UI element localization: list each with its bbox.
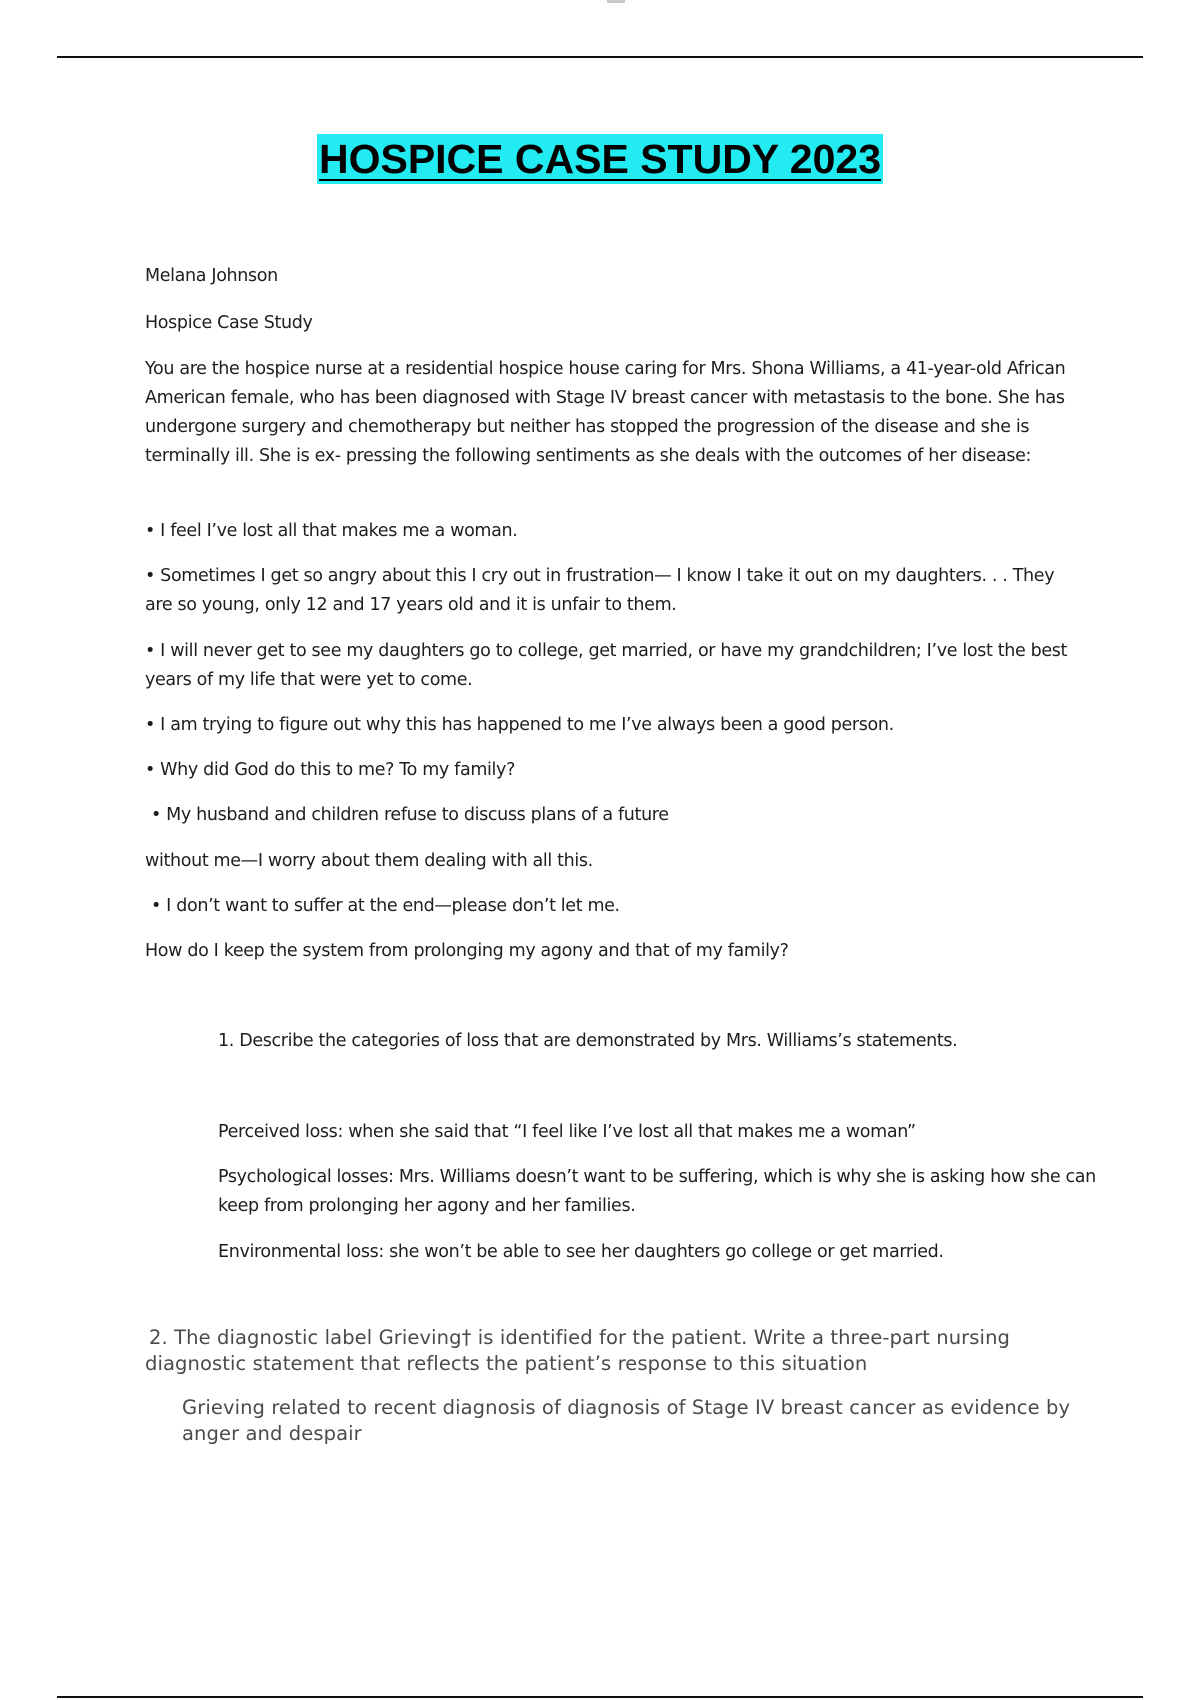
subtitle-text: Hospice Case Study: [145, 313, 313, 333]
statement-item: [145, 562, 1075, 620]
author-name: [145, 262, 1075, 291]
answer-text: Environmental loss: she won’t be able to see her daughters go college or get married.: [218, 1242, 944, 1262]
statement-item: [145, 711, 1075, 740]
answer-text: Perceived loss: when she said that “I feel like I’ve lost all that makes me a woman”: [218, 1122, 916, 1142]
statement-item: [145, 756, 1075, 785]
statement-text: • Sometimes I get so angry about this I cry out in frustration— I know I take it out on my daughters. . . They are so young, only 12 and 17 years old and it is unfair to them.: [145, 566, 1055, 615]
statement-continuation: [145, 847, 1075, 876]
answer-1-environmental-loss: [218, 1238, 1098, 1267]
statement-text: • Why did God do this to me? To my family?: [145, 760, 516, 780]
page-top-mark: [607, 0, 625, 3]
statement-item: [151, 801, 1081, 830]
question-2: [145, 1325, 1085, 1377]
statement-text: • I don’t want to suffer at the end—please don’t let me.: [151, 896, 620, 916]
statement-text: • I am trying to figure out why this has happened to me I’ve always been a good person.: [145, 715, 894, 735]
closing-question-text: How do I keep the system from prolonging my agony and that of my family?: [145, 941, 789, 961]
title-container: [0, 134, 1200, 184]
closing-question: [145, 937, 1075, 966]
header-rule: [57, 56, 1143, 58]
statement-item: [145, 637, 1075, 695]
question-1-text: 1. Describe the categories of loss that are demonstrated by Mrs. Williams’s statements.: [218, 1031, 958, 1051]
footer-rule: [57, 1696, 1143, 1698]
statement-text: without me—I worry about them dealing with all this.: [145, 851, 593, 871]
answer-text: Psychological losses: Mrs. Williams doesn’t want to be suffering, which is why she is asking how she can keep from prolonging her agony and her families.: [218, 1167, 1096, 1216]
statement-text: • I will never get to see my daughters go to college, get married, or have my grandchildren; I’ve lost the best years of my life that were yet to come.: [145, 641, 1068, 690]
document-subtitle: [145, 309, 1075, 338]
answer-2-diagnostic-statement: [182, 1395, 1082, 1447]
case-intro-paragraph: [145, 355, 1075, 471]
statement-text: • I feel I’ve lost all that makes me a woman.: [145, 521, 518, 541]
document-title: HOSPICE CASE STUDY 2023: [318, 136, 882, 182]
answer-1-perceived-loss: [218, 1118, 1098, 1147]
intro-text: You are the hospice nurse at a residential hospice house caring for Mrs. Shona Williams, a 41-year-old African American female, who has been diagnosed with Stage IV breast cancer with metastasis to the bone. She has undergone surgery and chemotherapy but neither has stopped the progression of the disease and she is terminally ill. She is ex- pressing the following sentiments as she deals with the outcomes of her disease:: [145, 359, 1066, 466]
statement-item: [151, 892, 1081, 921]
statement-item: [145, 517, 1075, 546]
question-2-text: 2. The diagnostic label Grieving† is identified for the patient. Write a three-part nursing diagnostic statement that reflects the patient’s response to this situation: [145, 1326, 1011, 1375]
question-1: [218, 1027, 1098, 1056]
answer-2-text: Grieving related to recent diagnosis of diagnosis of Stage IV breast cancer as evidence by anger and despair: [182, 1396, 1071, 1445]
answer-1-psychological-loss: [218, 1163, 1098, 1221]
statement-text: • My husband and children refuse to discuss plans of a future: [151, 805, 669, 825]
author-text: Melana Johnson: [145, 266, 278, 286]
